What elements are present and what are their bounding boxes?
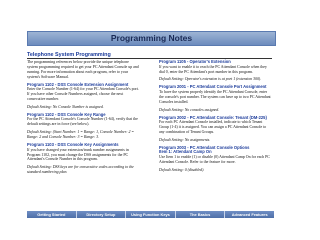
program-1105-default: Default Setting: Operator's extension is at port 1 (extension 300). bbox=[159, 77, 262, 82]
program-2003-default: Default Setting: 0 (disabled). bbox=[159, 167, 205, 172]
page-title: Programming Notes bbox=[110, 33, 193, 43]
program-2001-default: Default Setting: No consoles assigned. bbox=[159, 107, 220, 112]
footer-nav bbox=[27, 211, 274, 218]
right-column bbox=[159, 60, 271, 176]
program-2001-heading: Program 2001 - PC Attendant Console Port Assignment bbox=[159, 84, 267, 90]
nav-using-function-keys[interactable]: Using Function Keys bbox=[126, 211, 176, 218]
program-1105-body: If you want to enable it to reach the PC Attendant Console when they dial 0, enter the PC Attendant's port number in this program. bbox=[159, 64, 267, 74]
program-2003-item-heading: Item 1: Attendant Camp On bbox=[159, 149, 212, 155]
program-1103-heading: Program 1103 - DSS Console Key Assignments bbox=[27, 142, 119, 148]
program-1102b-body: For the PC Attendant Console's Console Number (1-64), verify that the default settings are in force (see below). bbox=[27, 117, 138, 127]
program-1103-default: Default Setting: DSS keys are for consecutive codes according to the standard numbering plan. bbox=[27, 165, 134, 175]
intro-paragraph: The programming references below provide the unique telephone system programming required to get your PC Attendant Console up and running. For more information about each program, refer to your system's Software Manual. bbox=[27, 60, 139, 79]
program-1102b-heading: Program 1102 - DSS Console Key Range bbox=[27, 111, 106, 117]
section-title: Telephone System Programming bbox=[27, 52, 111, 58]
nav-directory-setup[interactable]: Directory Setup bbox=[77, 211, 127, 218]
program-2002-body: For each PC Attendant Console installed, indicate to which Tenant Group (1-4) it is assigned. You can assign a PC Attendant Console to any combination of Tenant Groups. bbox=[159, 120, 267, 134]
program-1103-body: If you have changed your extension/trunk number assignments in Program 1102, you must change the DSS assignments for the PC Attendant's Console Number in this program. bbox=[27, 147, 129, 162]
nav-the-basics[interactable]: The Basics bbox=[176, 211, 226, 218]
program-1102b-default: Default Setting: (Start Number: 1 = Range: 1, Console Number: 2 = Range: 2 and Console Number: 3 = Range: 3. bbox=[27, 130, 135, 140]
program-2002-heading: Program 2002 - PC Attendant Console: Tenant (DM-225) bbox=[159, 114, 267, 120]
program-2003-body: Use Item 1 to enable (1) or disable (0) Attendant Camp On for each PC Attendant Console. Refer to the feature for more. bbox=[159, 154, 270, 164]
program-1102-body: Enter the Console Number (1-64) for your PC Attendant Console's port. If you have other Console Numbers assigned, choose the next consecutive number. bbox=[27, 87, 139, 102]
program-1102-default: Default Setting: No Console Number is assigned. bbox=[27, 104, 104, 109]
nav-advanced-features[interactable]: Advanced Features bbox=[231, 212, 268, 217]
program-2002-default: Default Setting: No assignments. bbox=[159, 137, 211, 142]
nav-getting-started[interactable]: Getting Started bbox=[27, 211, 77, 218]
page-header bbox=[27, 31, 276, 46]
program-2003-heading: Program 2003 - PC Attendant Console Options bbox=[159, 144, 250, 150]
section-divider bbox=[27, 58, 272, 59]
program-2001-body: To have the system properly identify the PC Attendant Console, enter the console's port number. The system can have up to two PC Attendant Consoles installed. bbox=[159, 89, 271, 104]
program-1102-heading: Program 1102 - DSS Console Extension Assignment bbox=[27, 81, 129, 87]
left-column bbox=[27, 60, 139, 178]
program-1105-heading: Program 1105 - Operator's Extension bbox=[159, 59, 231, 64]
